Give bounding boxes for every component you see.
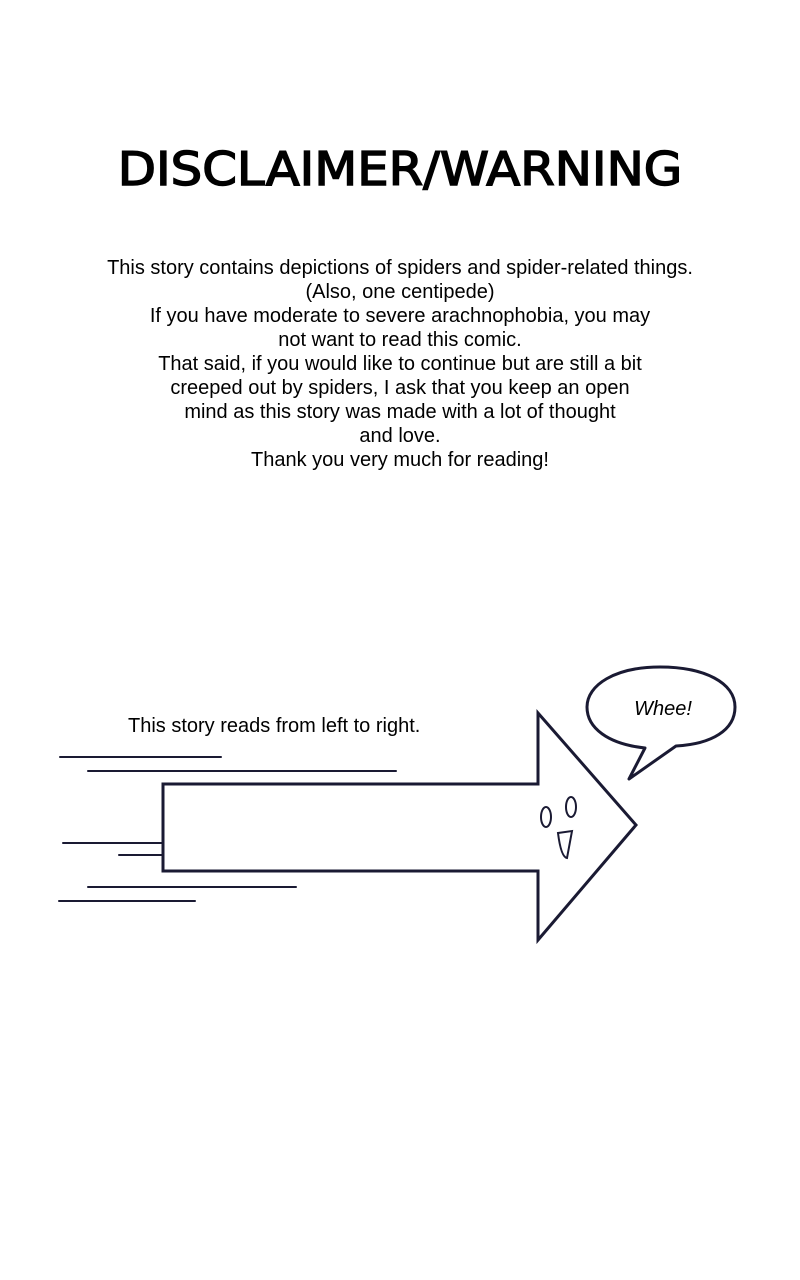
arrow-icon	[163, 713, 636, 940]
disclaimer-line: mind as this story was made with a lot of thought	[184, 401, 616, 423]
disclaimer-line: creeped out by spiders, I ask that you keep an open	[170, 377, 630, 399]
disclaimer-line: Thank you very much for reading!	[251, 449, 549, 471]
reading-direction-hint: This story reads from left to right.	[128, 715, 421, 737]
disclaimer-line: That said, if you would like to continue but are still a bit	[158, 353, 642, 375]
disclaimer-line: (Also, one centipede)	[305, 281, 495, 303]
disclaimer-line: This story contains depictions of spiders and spider-related things.	[107, 257, 693, 279]
disclaimer-line: and love.	[359, 425, 441, 447]
page-title: DISCLAIMER/WARNING	[117, 142, 683, 196]
speech-bubble-text: Whee!	[634, 698, 692, 720]
disclaimer-line: If you have moderate to severe arachnophobia, you may	[149, 305, 651, 327]
speech-bubble	[587, 667, 735, 779]
disclaimer-line: not want to read this comic.	[278, 329, 522, 351]
